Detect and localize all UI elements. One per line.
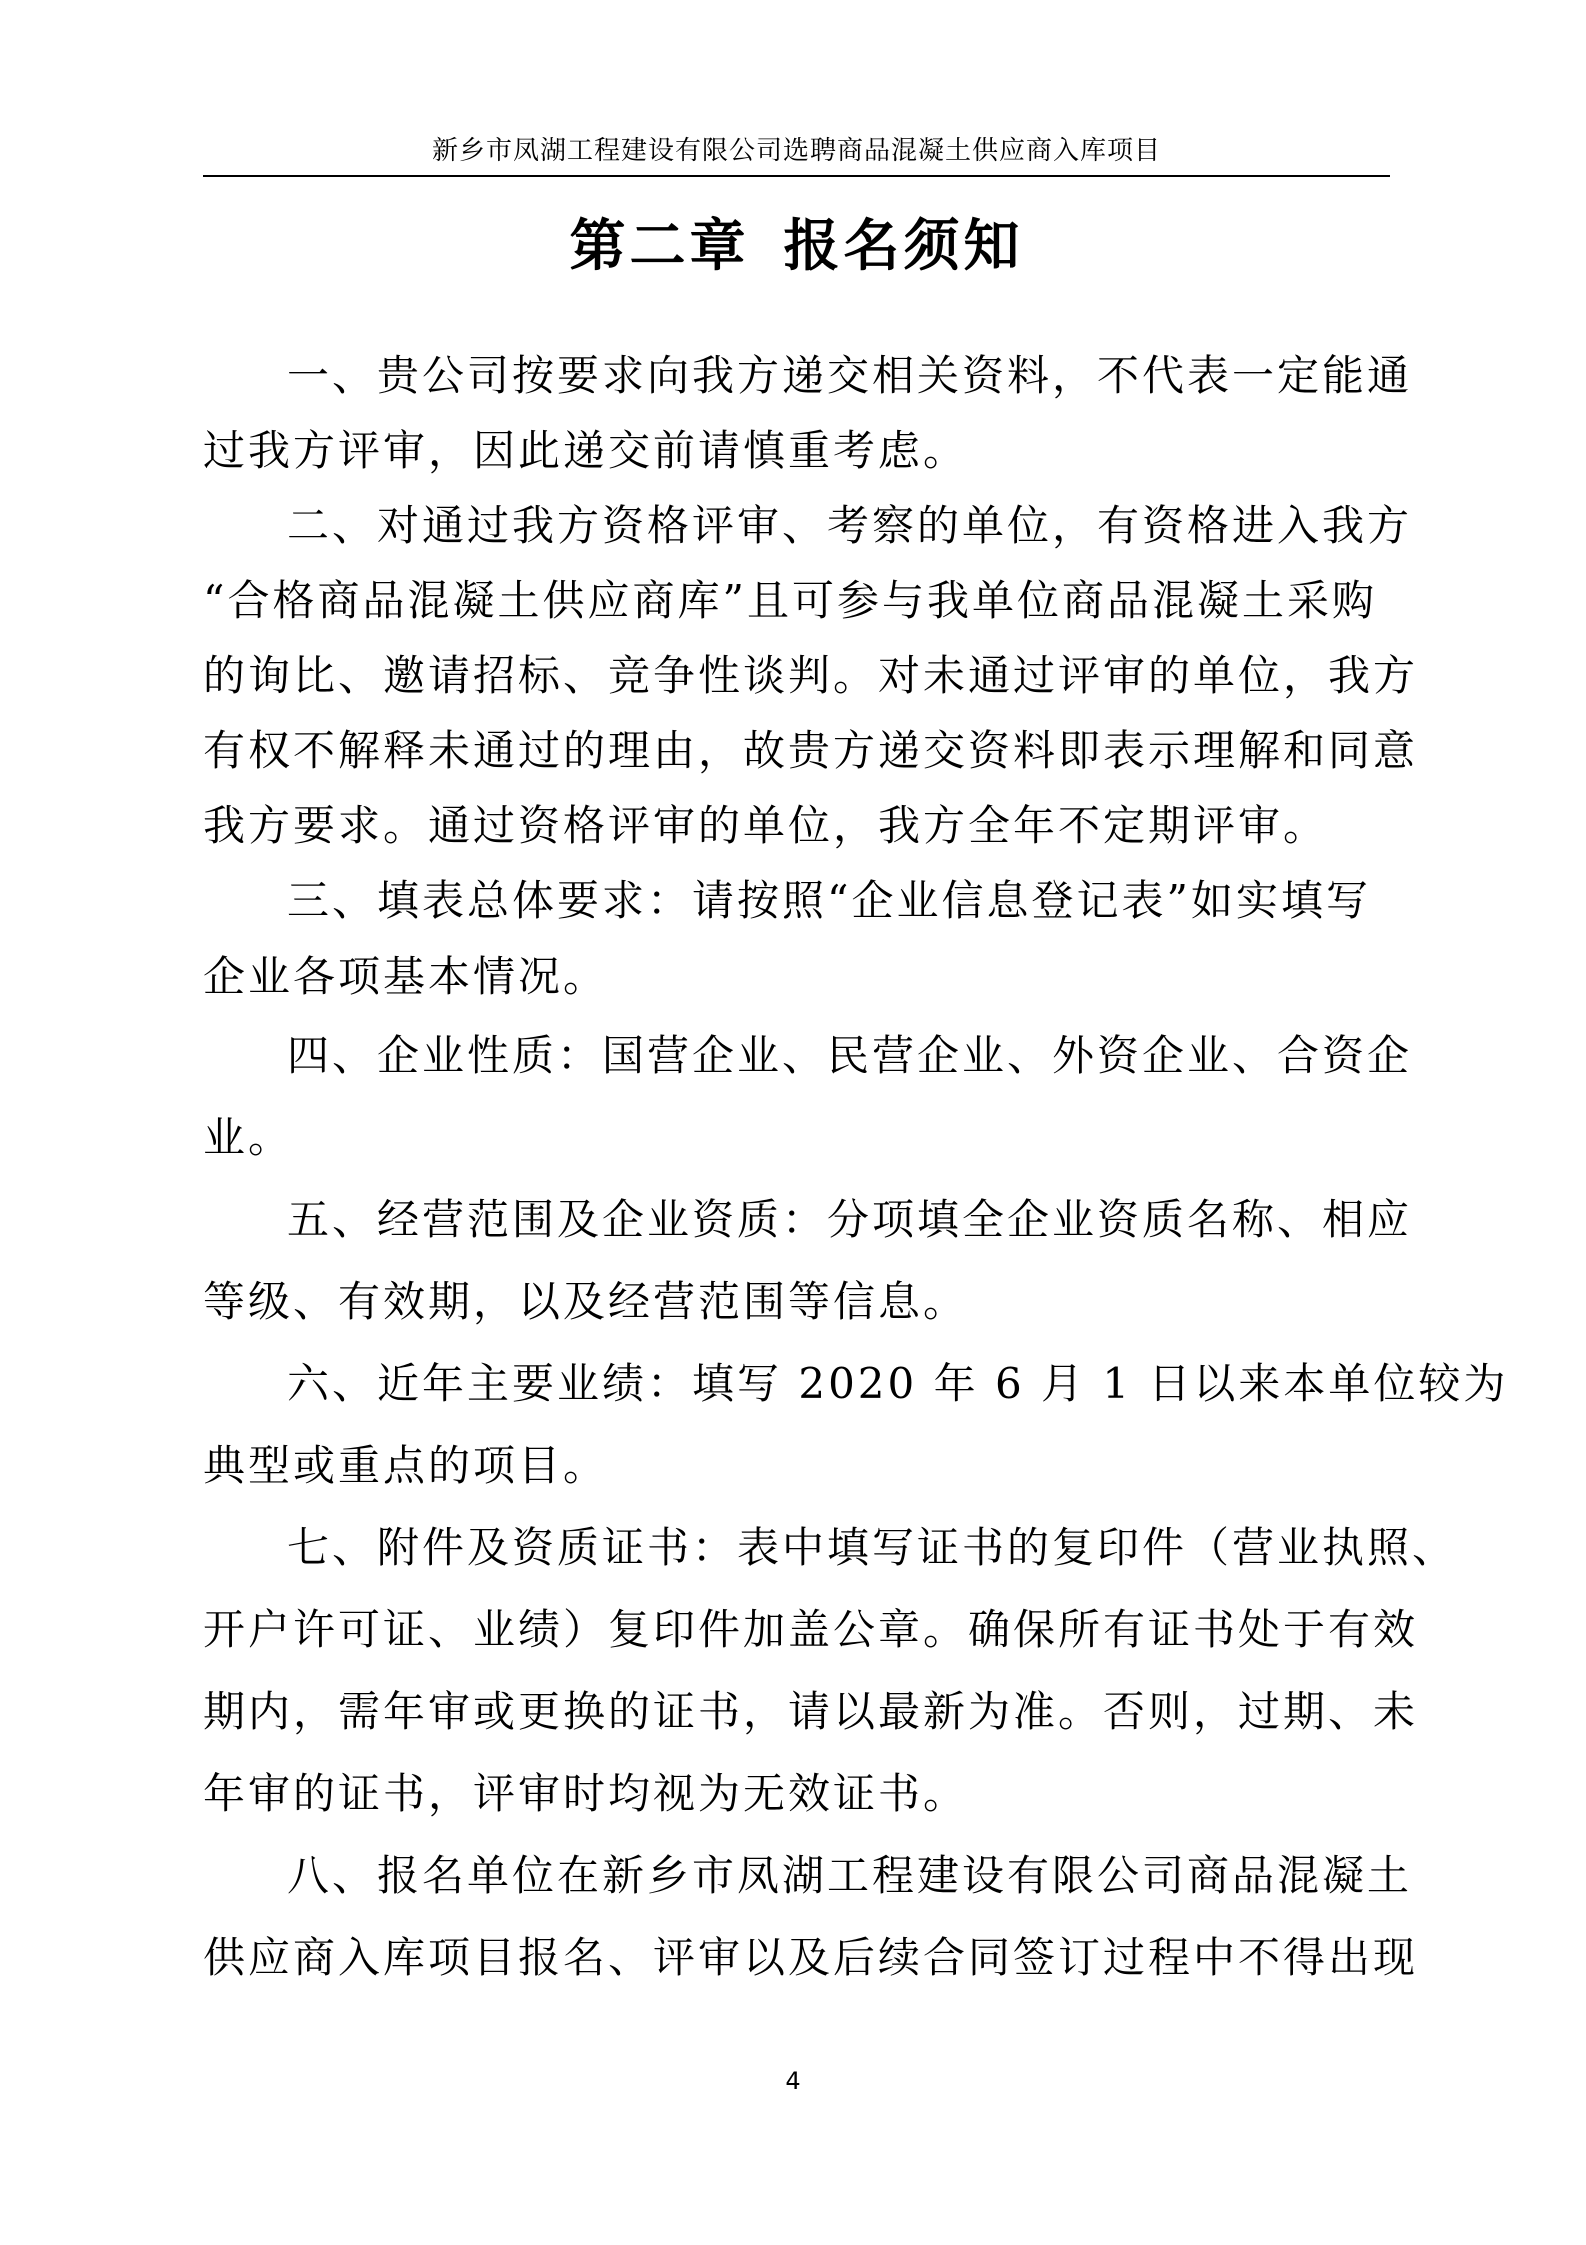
page-number: 4 (785, 2067, 801, 2095)
text-line: 四、企业性质：国营企业、民营企业、外资企业、合资企 (287, 1031, 1413, 1080)
text-line: 期内，需年审或更换的证书，请以最新为准。否则，过期、未 (203, 1687, 1419, 1736)
chapter-number: 第二章 (569, 213, 750, 279)
text-line: 过我方评审，因此递交前请慎重考虑。 (203, 426, 969, 475)
paragraph-2 (203, 488, 1419, 863)
paragraph-8 (203, 1835, 1419, 1999)
text-line: 八、报名单位在新乡市凤湖工程建设有限公司商品混凝土 (287, 1851, 1413, 1900)
text-line: 业。 (203, 1113, 294, 1162)
text-line: “合格商品混凝土供应商库”且可参与我单位商品混凝土采购 (203, 576, 1377, 625)
body-text (203, 338, 1509, 1999)
text-line: 一、贵公司按要求向我方递交相关资料，不代表一定能通 (287, 351, 1413, 400)
text-line: 我方要求。通过资格评审的单位，我方全年不定期评审。 (203, 801, 1329, 850)
paragraph-1 (203, 338, 1413, 488)
paragraph-6 (203, 1343, 1509, 1507)
paragraph-5 (203, 1179, 1413, 1343)
chapter-heading: 报名须知 (783, 213, 1024, 279)
text-line: 开户许可证、业绩）复印件加盖公章。确保所有证书处于有效 (203, 1605, 1419, 1654)
text-line: 二、对通过我方资格评审、考察的单位，有资格进入我方 (287, 501, 1413, 550)
text-line: 典型或重点的项目。 (203, 1441, 609, 1490)
paragraph-7 (203, 1507, 1458, 1835)
chapter-title (203, 210, 1390, 282)
running-header: 新乡市凤湖工程建设有限公司选聘商品混凝土供应商入库项目 (431, 136, 1161, 166)
paragraph-3 (203, 863, 1390, 1015)
text-line: 有权不解释未通过的理由，故贵方递交资料即表示理解和同意 (203, 726, 1419, 775)
text-line: 等级、有效期，以及经营范围等信息。 (203, 1277, 969, 1326)
header-divider (203, 175, 1390, 177)
paragraph-4 (203, 1015, 1413, 1179)
text-line: 五、经营范围及企业资质：分项填全企业资质名称、相应 (287, 1195, 1413, 1244)
text-line: 的询比、邀请招标、竞争性谈判。对未通过评审的单位，我方 (203, 651, 1419, 700)
text-line: 六、近年主要业绩：填写 2020 年 6 月 1 日以来本单位较为 (287, 1359, 1509, 1408)
text-line: 年审的证书，评审时均视为无效证书。 (203, 1769, 969, 1818)
text-line: 企业各项基本情况。 (203, 952, 609, 1001)
text-line: 三、填表总体要求：请按照“企业信息登记表”如实填写 (287, 876, 1371, 925)
text-line: 供应商入库项目报名、评审以及后续合同签订过程中不得出现 (203, 1933, 1419, 1982)
text-line: 七、附件及资质证书：表中填写证书的复印件（营业执照、 (287, 1523, 1458, 1572)
